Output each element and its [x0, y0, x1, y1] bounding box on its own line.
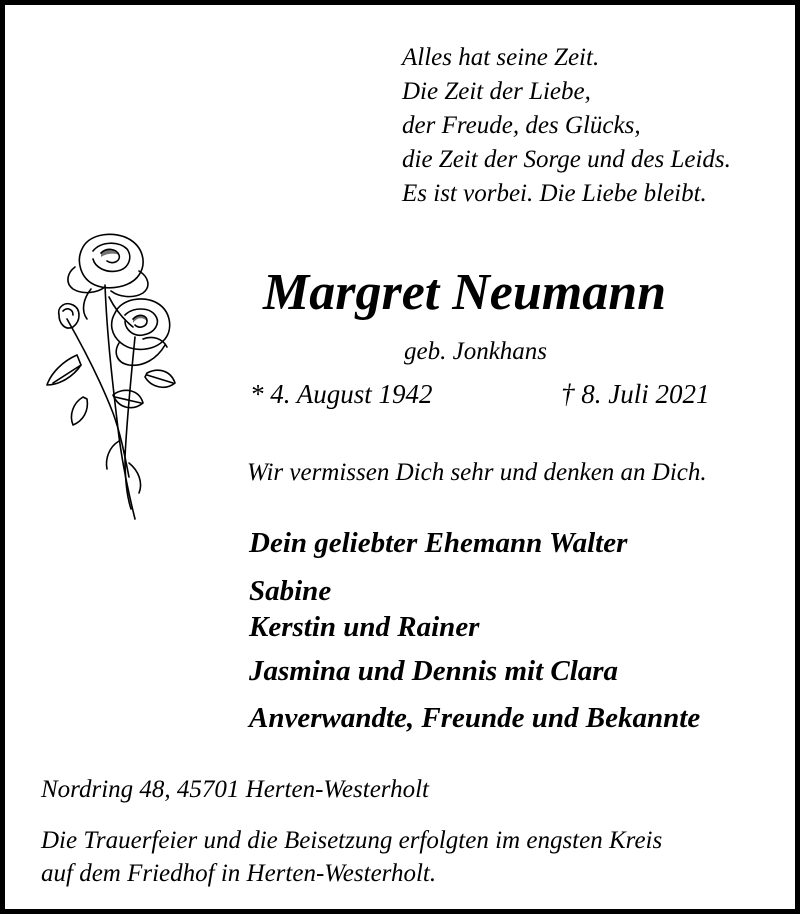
poem-line: Die Zeit der Liebe, [402, 78, 591, 105]
poem-line: Es ist vorbei. Die Liebe bleibt. [402, 180, 707, 207]
poem-line: der Freude, des Glücks, [402, 112, 641, 139]
ceremony-note [41, 824, 662, 890]
poem-line: Alles hat seine Zeit. [402, 44, 600, 71]
family-member: Jasmina und Dennis mit Clara [249, 655, 619, 687]
deceased-name: Margret Neumann [263, 264, 667, 321]
maiden-name: geb. Jonkhans [404, 338, 548, 365]
poem [402, 41, 731, 211]
birth-date: * 4. August 1942 [250, 379, 433, 409]
rose-illustration [43, 227, 183, 527]
family-member: Sabine [249, 575, 332, 607]
ceremony-note-line: Die Trauerfeier und die Beisetzung erfolgten im engsten Kreis [41, 827, 663, 854]
family-member: Dein geliebter Ehemann Walter [249, 527, 628, 559]
family-member: Anverwandte, Freunde und Bekannte [249, 702, 701, 734]
memorial-message: Wir vermissen Dich sehr und denken an Dich. [247, 459, 707, 486]
poem-line: die Zeit der Sorge und des Leids. [402, 146, 731, 173]
ceremony-note-line: auf dem Friedhof in Herten-Westerholt. [41, 860, 437, 887]
family-member: Kerstin und Rainer [249, 611, 480, 643]
address: Nordring 48, 45701 Herten-Westerholt [41, 776, 429, 803]
death-date: † 8. Juli 2021 [561, 379, 710, 409]
